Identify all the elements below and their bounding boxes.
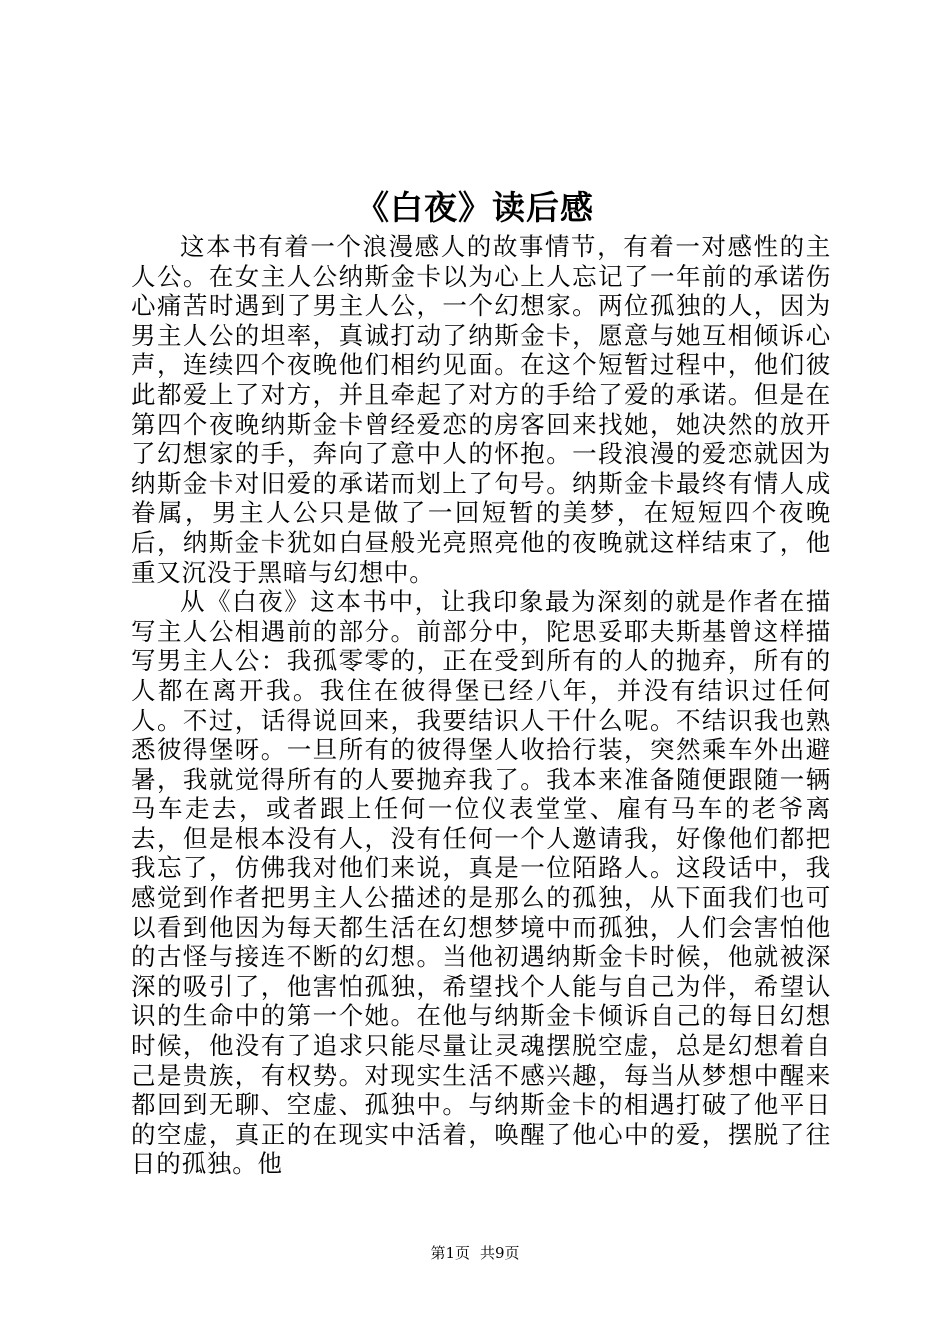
- document-title: 《白夜》读后感: [356, 188, 594, 227]
- paragraph-1: 这本书有着一个浪漫感人的故事情节，有着一对感性的主人公。在女主人公纳斯金卡以为心上人忘记了一年前的承诺伤心痛苦时遇到了男主人公，一个幻想家。两位孤独的人，因为男主人公的坦率，真诚打动了纳斯金卡，愿意与她互相倾诉心声，连续四个夜晚他们相约见面。在这个短暂过程中，他们彼此都爱上了对方，并且牵起了对方的手给了爱的承诺。但是在第四个夜晚纳斯金卡曾经爱恋的房客回来找她，她决然的放开了幻想家的手，奔向了意中人的怀抱。一段浪漫的爱恋就因为纳斯金卡对旧爱的承诺而划上了句号。纳斯金卡最终有情人成眷属，男主人公只是做了一回短暂的美梦，在短短四个夜晚后，纳斯金卡犹如白昼般光亮照亮他的夜晚就这样结束了，他重又沉没于黑暗与幻想中。: [131, 232, 831, 587]
- page-total: 共9页: [480, 1244, 520, 1262]
- page-footer: [0, 1243, 950, 1263]
- paragraph-2: 从《白夜》这本书中，让我印象最为深刻的就是作者在描写主人公相遇前的部分。前部分中，陀思妥耶夫斯基曾这样描写男主人公：我孤零零的，正在受到所有的人的抛弃，所有的人都在离开我。我住在彼得堡已经八年，并没有结识过任何人。不过，话得说回来，我要结识人干什么呢。不结识我也熟悉彼得堡呀。一旦所有的彼得堡人收拾行装，突然乘车外出避暑，我就觉得所有的人要抛弃我了。我本来准备随便跟随一辆马车走去，或者跟上任何一位仪表堂堂、雇有马车的老爷离去，但是根本没有人，没有任何一个人邀请我，好像他们都把我忘了，仿佛我对他们来说，真是一位陌路人。这段话中，我感觉到作者把男主人公描述的是那么的孤独，从下面我们也可以看到他因为每天都生活在幻想梦境中而孤独，人们会害怕他的古怪与接连不断的幻想。当他初遇纳斯金卡时候，他就被深深的吸引了，他害怕孤独，希望找个人能与自己为伴，希望认识的生命中的第一个她。在他与纳斯金卡倾诉自己的每日幻想时候，他没有了追求只能尽量让灵魂摆脱空虚，总是幻想着自己是贵族，有权势。对现实生活不感兴趣，每当从梦想中醒来都回到无聊、空虚、孤独中。与纳斯金卡的相遇打破了他平日的空虚，真正的在现实中活着，唤醒了他心中的爱，摆脱了往日的孤独。他: [131, 587, 831, 1179]
- document-body: [131, 232, 831, 1179]
- page-number: 第1页: [430, 1244, 470, 1262]
